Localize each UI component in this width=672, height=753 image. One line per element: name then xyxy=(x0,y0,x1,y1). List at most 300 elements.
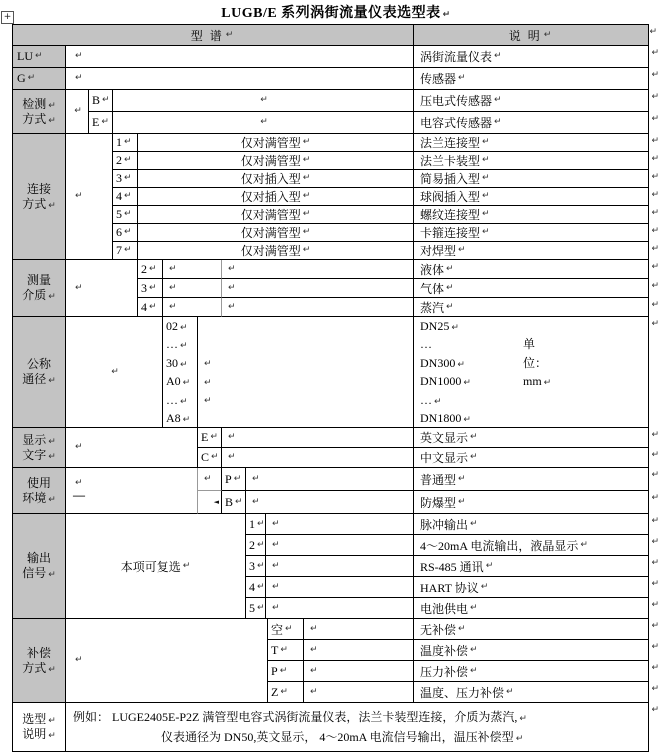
code-text: P xyxy=(225,471,232,486)
pilcrow-mark: ↵ xyxy=(310,644,318,655)
band-detect-mode xyxy=(13,90,659,134)
table-row xyxy=(113,170,659,188)
table-row xyxy=(198,468,659,491)
row-end-mark: ↵ xyxy=(651,537,659,547)
pilcrow-mark: ↵ xyxy=(494,95,502,105)
pilcrow-mark: ↵ xyxy=(48,731,56,741)
example-line-2: 仪表通径为 DN50,英文显示， 4～20mA 电流信号输出，温压补偿型 ↵ xyxy=(161,730,524,744)
code-text: 4 xyxy=(141,299,147,314)
spec-spacer-cell xyxy=(163,298,222,317)
table-row xyxy=(246,514,659,535)
desc-text: 温度补偿 xyxy=(420,643,469,658)
pilcrow-mark: ↵ xyxy=(124,173,132,183)
desc-cell xyxy=(414,317,659,428)
row-end-mark: ↵ xyxy=(651,663,659,673)
pilcrow-mark: ↵ xyxy=(543,29,554,40)
spec-note-cell xyxy=(304,640,414,661)
band-compensation xyxy=(13,619,659,703)
spec-note-cell xyxy=(222,448,414,468)
table-row xyxy=(268,661,659,682)
pilcrow-mark: ↵ xyxy=(272,602,280,613)
code-text: 7 xyxy=(116,243,122,257)
pilcrow-mark: ↵ xyxy=(310,623,318,634)
desc-text: 脉冲输出 xyxy=(420,517,469,532)
table-row xyxy=(246,535,659,556)
pilcrow-mark: ↵ xyxy=(257,539,265,550)
page-title-text: LUGB/E 系列涡街流量仪表选型表 xyxy=(221,6,441,21)
table-row xyxy=(268,682,659,703)
pilcrow-mark: ↵ xyxy=(260,95,268,105)
pilcrow-mark: ↵ xyxy=(302,155,311,165)
code-cell xyxy=(113,224,138,242)
spec-note-cell xyxy=(246,468,414,491)
desc-text: 法兰卡装型 xyxy=(420,154,481,168)
note-text: 仅对插入型 xyxy=(240,190,301,204)
row-end-mark: ↵ xyxy=(651,48,659,58)
desc-cell xyxy=(414,242,659,260)
pilcrow-mark: ↵ xyxy=(124,245,132,255)
band-medium xyxy=(13,260,659,317)
code-text: 30 ↵ xyxy=(166,355,188,370)
pilcrow-mark: ↵ xyxy=(228,263,236,274)
desc-cell xyxy=(414,448,659,468)
pilcrow-mark: ↵ xyxy=(257,560,265,571)
table-row xyxy=(113,224,659,242)
left-pointer-mark: ◄ xyxy=(213,498,219,506)
label-line: 显示 xyxy=(22,432,47,447)
spec-cell xyxy=(66,68,414,90)
row-end-mark: ↵ xyxy=(651,319,659,329)
desc-cell xyxy=(414,279,659,298)
pilcrow-mark: ↵ xyxy=(482,191,490,201)
spec-spacer-cell xyxy=(66,317,163,428)
desc-text: 电池供电 xyxy=(420,601,469,616)
desc-cell xyxy=(414,90,659,112)
pilcrow-mark: ↵ xyxy=(458,473,466,484)
desc-cell xyxy=(414,598,659,619)
spec-note-cell xyxy=(304,682,414,703)
band-display-language xyxy=(13,428,659,468)
spec-note-cell xyxy=(138,134,414,152)
pilcrow-mark: ↵ xyxy=(463,415,471,425)
medium-rows xyxy=(138,260,659,317)
desc-text: 球阀插入型 xyxy=(420,190,481,204)
row-label-medium xyxy=(13,260,66,317)
pilcrow-mark: ↵ xyxy=(169,282,177,293)
pilcrow-mark: ↵ xyxy=(252,496,260,507)
spec-note-cell xyxy=(266,598,414,619)
pilcrow-mark: ↵ xyxy=(180,396,188,407)
pilcrow-mark: ↵ xyxy=(27,73,36,83)
pilcrow-mark: ↵ xyxy=(302,137,311,147)
spec-note-cell xyxy=(222,279,414,298)
desc-text: … ↵ xyxy=(420,392,442,407)
page-title xyxy=(0,2,672,22)
spec-note-cell xyxy=(222,428,414,448)
desc-text: 压力补偿 xyxy=(420,664,469,679)
pilcrow-mark: ↵ xyxy=(470,665,478,676)
code-cell xyxy=(198,448,222,468)
spec-spacer-cell xyxy=(66,619,268,703)
pilcrow-mark: ↵ xyxy=(482,209,490,219)
spec-note-cell xyxy=(304,619,414,640)
pilcrow-mark: ↵ xyxy=(149,263,157,274)
table-row xyxy=(246,556,659,577)
example-text-cell xyxy=(66,703,659,752)
code-text: 3 xyxy=(116,171,122,185)
table-row xyxy=(138,279,659,298)
pilcrow-mark: ↵ xyxy=(149,282,157,293)
pilcrow-mark: ↵ xyxy=(182,415,191,425)
header-cell-desc xyxy=(414,25,659,46)
pilcrow-mark: ↵ xyxy=(204,359,212,370)
pilcrow-mark: ↵ xyxy=(211,452,219,462)
pilcrow-mark: ↵ xyxy=(75,73,83,83)
desc-text: 传感器 xyxy=(420,72,457,86)
table-row xyxy=(246,577,659,598)
table-move-handle-icon[interactable]: + xyxy=(1,11,14,24)
pilcrow-mark: ↵ xyxy=(180,341,188,351)
row-end-mark: ↵ xyxy=(651,281,659,291)
code-cell xyxy=(113,134,138,152)
code-text: 2 xyxy=(141,261,147,276)
pilcrow-mark: ↵ xyxy=(252,473,260,484)
pilcrow-mark: ↵ xyxy=(48,716,56,726)
spec-spacer-cell xyxy=(163,260,222,279)
spec-note-cell xyxy=(113,90,414,112)
label-line: 通径 xyxy=(22,372,47,386)
row-end-mark: ↵ xyxy=(651,114,659,124)
row-end-mark: ↵ xyxy=(651,621,659,631)
table-row xyxy=(113,206,659,224)
pilcrow-mark: ↵ xyxy=(48,115,56,126)
label-line: 连接 xyxy=(26,181,51,196)
desc-cell xyxy=(414,577,659,598)
label-line: 介质 xyxy=(22,288,47,302)
row-label-selection-example xyxy=(13,703,66,752)
pilcrow-mark: ↵ xyxy=(169,263,177,274)
desc-cell xyxy=(414,468,659,491)
label-line: 使用 xyxy=(26,475,51,490)
desc-cell xyxy=(414,46,659,68)
desc-text: DN1800 ↵ xyxy=(420,411,471,425)
pilcrow-mark: ↵ xyxy=(446,263,454,274)
label-line: 公称 xyxy=(26,357,51,371)
table-row xyxy=(113,152,659,170)
code-text: 02 ↵ xyxy=(166,318,188,333)
pilcrow-mark: ↵ xyxy=(228,452,236,462)
pilcrow-mark: ↵ xyxy=(228,432,236,442)
code-cell xyxy=(222,491,246,514)
spec-note-cell xyxy=(138,188,414,206)
pilcrow-mark: ↵ xyxy=(458,245,466,255)
desc-text: 简易插入型 xyxy=(420,172,481,186)
band-selection-example xyxy=(13,703,659,752)
row-end-mark: ↵ xyxy=(651,705,659,715)
pilcrow-mark: ↵ xyxy=(494,51,502,61)
desc-text: 中文显示 xyxy=(420,451,469,465)
desc-cell xyxy=(414,112,659,134)
desc-text: DN25 ↵ xyxy=(420,318,459,333)
pilcrow-mark: ↵ xyxy=(272,581,280,592)
note-text: 仅对满管型 xyxy=(240,136,301,150)
spec-note-cell xyxy=(246,491,414,514)
pilcrow-mark: ↵ xyxy=(458,496,466,507)
desc-cell xyxy=(414,188,659,206)
band-nominal-diameter xyxy=(13,317,659,428)
code-cell xyxy=(113,188,138,206)
label-line: 方式 xyxy=(22,196,47,211)
desc-text: 蒸汽 xyxy=(420,300,445,315)
spec-spacer-cell xyxy=(66,260,138,317)
dash-mark: — xyxy=(73,488,84,502)
pilcrow-mark: ↵ xyxy=(180,322,188,333)
label-line: 方式 xyxy=(22,660,47,675)
code-text: A8 ↵ xyxy=(166,411,191,425)
pilcrow-mark: ↵ xyxy=(451,322,459,333)
pilcrow-mark: ↵ xyxy=(149,301,157,312)
pilcrow-mark: ↵ xyxy=(124,209,132,219)
desc-cell xyxy=(414,152,659,170)
desc-text: … 单位：mm ↵ xyxy=(420,335,432,354)
label-line: 补偿 xyxy=(26,645,51,660)
row-g xyxy=(13,68,659,90)
band-connection-mode xyxy=(13,134,659,260)
header-desc-label: 说 明 xyxy=(508,28,542,43)
table-row xyxy=(113,242,659,260)
row-label-nominal-diameter xyxy=(13,317,66,428)
desc-text: 普通型 xyxy=(420,472,457,487)
pilcrow-mark: ↵ xyxy=(124,191,132,201)
pilcrow-mark: ↵ xyxy=(482,155,490,165)
pilcrow-mark: ↵ xyxy=(75,478,83,488)
row-end-mark: ↵ xyxy=(651,516,659,526)
pilcrow-mark: ↵ xyxy=(280,686,288,697)
code-cell xyxy=(246,598,266,619)
desc-text: 防爆型 xyxy=(420,495,457,510)
spec-note-cell xyxy=(138,206,414,224)
table-row xyxy=(89,112,659,134)
pilcrow-mark: ↵ xyxy=(310,665,318,676)
row-end-mark: ↵ xyxy=(651,172,659,182)
pilcrow-mark: ↵ xyxy=(35,51,43,61)
pilcrow-mark: ↵ xyxy=(280,644,288,655)
table-row xyxy=(268,619,659,640)
table-row xyxy=(138,260,659,279)
header-cell-spec xyxy=(13,25,414,46)
pilcrow-mark: ↵ xyxy=(48,494,56,505)
table-row xyxy=(268,640,659,661)
pilcrow-mark: ↵ xyxy=(182,560,191,571)
code-text: E xyxy=(201,430,209,444)
code-cell xyxy=(113,170,138,188)
desc-cell xyxy=(414,134,659,152)
code-cell xyxy=(268,640,304,661)
pilcrow-mark: ↵ xyxy=(48,436,56,447)
note-text: 仅对满管型 xyxy=(240,226,301,240)
pilcrow-mark: ↵ xyxy=(75,282,83,293)
pilcrow-mark: ↵ xyxy=(580,539,588,550)
spec-note-cell xyxy=(198,317,414,428)
pilcrow-mark: ↵ xyxy=(204,377,212,388)
band-output-signal xyxy=(13,514,659,619)
desc-text: 对焊型 xyxy=(420,244,457,258)
pilcrow-mark: ↵ xyxy=(506,686,514,697)
desc-cell xyxy=(414,682,659,703)
pilcrow-mark: ↵ xyxy=(446,282,454,293)
code-cell xyxy=(268,619,304,640)
pilcrow-mark: ↵ xyxy=(442,10,451,20)
row-end-mark: ↵ xyxy=(651,190,659,200)
pilcrow-mark: ↵ xyxy=(302,209,311,219)
output-rows xyxy=(246,514,659,619)
connection-rows xyxy=(113,134,659,260)
spec-note-cell xyxy=(266,514,414,535)
pilcrow-mark: ↵ xyxy=(102,95,110,105)
table-header-row xyxy=(13,25,659,46)
pilcrow-mark: ↵ xyxy=(48,570,56,580)
table-row xyxy=(246,598,659,619)
code-text: 2 xyxy=(249,537,255,552)
desc-cell xyxy=(414,68,659,90)
table-row xyxy=(198,491,659,514)
pilcrow-mark: ↵ xyxy=(124,137,132,147)
code-cell xyxy=(113,242,138,260)
pilcrow-mark: ↵ xyxy=(458,623,466,634)
unit-note: 单位：mm ↵ xyxy=(523,337,552,388)
desc-text: 无补偿 xyxy=(420,622,457,637)
pilcrow-mark: ↵ xyxy=(272,560,280,571)
pilcrow-mark: ↵ xyxy=(225,29,236,40)
table-row xyxy=(113,188,659,206)
spec-spacer-cell xyxy=(163,279,222,298)
pilcrow-mark: ↵ xyxy=(75,655,83,665)
label-line: 说明 xyxy=(22,727,47,741)
label-line: 测量 xyxy=(26,273,51,287)
code-text: 1 xyxy=(116,135,122,149)
pilcrow-mark: ↵ xyxy=(48,100,56,111)
code-text: 4 xyxy=(249,579,255,594)
pilcrow-mark: ↵ xyxy=(204,396,212,407)
table-row xyxy=(138,298,659,317)
pilcrow-mark: ↵ xyxy=(75,51,83,61)
spec-note-cell xyxy=(266,535,414,556)
pilcrow-mark: ↵ xyxy=(74,106,82,116)
desc-text: RS-485 通讯 xyxy=(420,559,484,574)
row-end-mark: ↵ xyxy=(651,70,659,80)
code-cell xyxy=(138,298,163,317)
code-text: 1 xyxy=(249,516,255,531)
pilcrow-mark: ↵ xyxy=(48,200,56,211)
code-cell xyxy=(113,152,138,170)
spec-note-cell xyxy=(222,260,414,279)
code-cell xyxy=(198,428,222,448)
table-row xyxy=(198,428,659,448)
row-end-mark: ↵ xyxy=(651,470,659,480)
code-text: 6 xyxy=(116,225,122,239)
pilcrow-mark: ↵ xyxy=(75,191,83,201)
desc-text: 螺纹连接型 xyxy=(420,208,481,222)
desc-text: 英文显示 xyxy=(420,431,469,445)
code-cell xyxy=(246,535,266,556)
desc-cell xyxy=(414,206,659,224)
spec-spacer-cell xyxy=(66,428,198,468)
pilcrow-mark: ↵ xyxy=(235,496,243,507)
code-text: B xyxy=(92,93,101,107)
row-end-mark: ↵ xyxy=(651,226,659,236)
multi-select-note: 本项可复选 xyxy=(120,559,181,574)
desc-cell xyxy=(414,170,659,188)
code-g: G xyxy=(17,71,26,85)
row-end-mark: ↵ xyxy=(651,136,659,146)
display-rows xyxy=(198,428,659,468)
detect-rows xyxy=(89,90,659,134)
code-text: 4 xyxy=(116,189,122,203)
pilcrow-mark: ↵ xyxy=(228,301,236,312)
desc-text: 涡街流量仪表 xyxy=(420,50,493,64)
band-environment xyxy=(13,468,659,514)
spec-cell xyxy=(66,46,414,68)
note-text: 仅对满管型 xyxy=(240,244,301,258)
label-line: 文字 xyxy=(22,447,47,462)
row-end-mark: ↵ xyxy=(651,244,659,254)
pilcrow-mark: ↵ xyxy=(75,442,83,452)
pilcrow-mark: ↵ xyxy=(446,301,454,312)
row-end-mark: ↵ xyxy=(651,600,659,610)
table-row xyxy=(113,134,659,152)
header-spec-label: 型 谱 xyxy=(190,28,224,43)
desc-cell xyxy=(414,661,659,682)
pilcrow-mark: ↵ xyxy=(279,665,288,676)
row-label-compensation xyxy=(13,619,66,703)
code-text: 3 xyxy=(141,280,147,295)
spec-note-cell xyxy=(266,556,414,577)
code-text: … ↵ xyxy=(166,337,188,351)
label-line: 信号 xyxy=(22,566,47,580)
pilcrow-mark: ↵ xyxy=(169,301,177,312)
pilcrow-mark: ↵ xyxy=(272,539,280,550)
code-text: Z xyxy=(271,684,279,699)
desc-cell xyxy=(414,619,659,640)
note-text: 仅对插入型 xyxy=(240,172,301,186)
pilcrow-mark: ↵ xyxy=(485,560,494,571)
row-label-output-signal xyxy=(13,514,66,619)
row-end-mark: ↵ xyxy=(651,262,659,272)
spec-spacer-cell xyxy=(198,491,222,514)
row-lu xyxy=(13,46,659,68)
multi-select-note-cell xyxy=(66,514,246,619)
pilcrow-mark: ↵ xyxy=(111,366,119,377)
code-text: 5 xyxy=(116,207,122,221)
pilcrow-mark: ↵ xyxy=(470,432,478,442)
desc-cell xyxy=(414,428,659,448)
spec-spacer-cell xyxy=(198,468,222,491)
row-end-mark: ↵ xyxy=(651,154,659,164)
pilcrow-mark: ↵ xyxy=(458,73,466,83)
pilcrow-mark: ↵ xyxy=(463,378,471,388)
pilcrow-mark: ↵ xyxy=(257,581,265,592)
row-end-mark: ↵ xyxy=(651,579,659,589)
row-label-detect-mode xyxy=(13,90,66,134)
pilcrow-mark: ↵ xyxy=(257,518,265,529)
pilcrow-mark: ↵ xyxy=(515,734,524,744)
desc-text: 4～20mA 电流输出，液晶显示 xyxy=(420,538,579,553)
label-line: 方式 xyxy=(22,111,47,126)
label-line: 选型 xyxy=(22,712,47,726)
row-label-environment xyxy=(13,468,66,514)
desc-text: DN300 ↵ xyxy=(420,355,465,370)
example-line-1: 例如： LUGE2405E-P2Z 满管型电容式涡街流量仪表，法兰卡装型连接，介质为蒸汽, ↵ xyxy=(73,710,527,724)
